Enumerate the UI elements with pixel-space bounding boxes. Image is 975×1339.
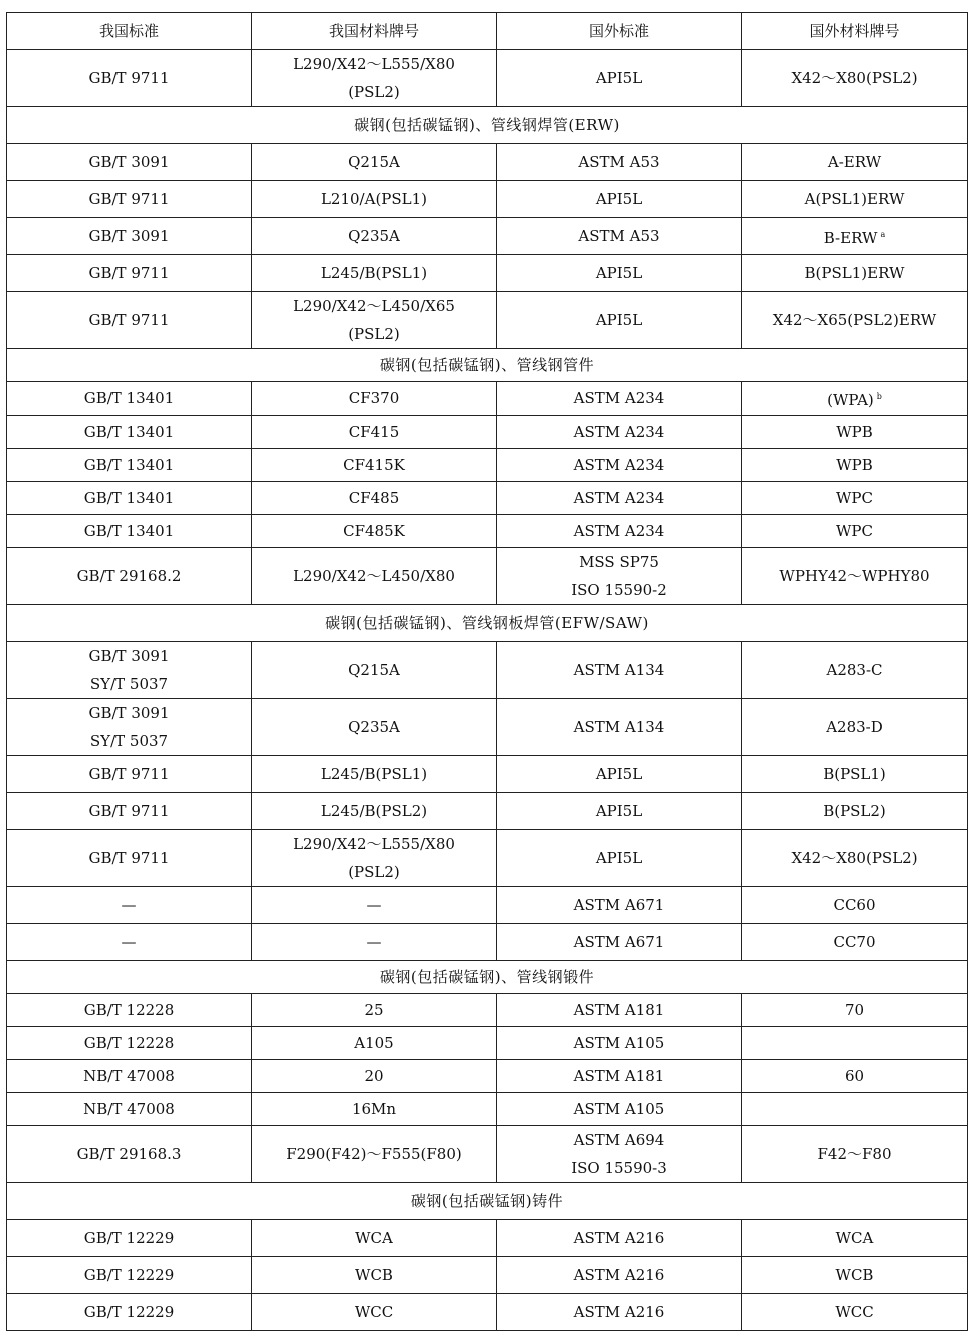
cell-text: CF415K: [343, 455, 405, 474]
section-title: 碳钢(包括碳锰钢)、管线钢板焊管(EFW/SAW): [7, 605, 968, 642]
cell-foreign-grade: [742, 994, 968, 1027]
cell-text: WPB: [836, 455, 873, 474]
cell-foreign-standard: [497, 1027, 742, 1060]
cell-foreign-standard: [497, 144, 742, 181]
cell-text: API5L: [595, 311, 643, 329]
cell-foreign-grade: [742, 1294, 968, 1331]
cell-foreign-grade: [742, 793, 968, 830]
cell-domestic-grade: [252, 50, 497, 107]
section-title: 碳钢(包括碳锰钢)、管线钢焊管(ERW): [7, 107, 968, 144]
cell-text: X42～X65(PSL2)ERW: [772, 311, 937, 329]
cell-foreign-grade: [742, 515, 968, 548]
cell-text: GB/T 13401: [83, 488, 175, 507]
cell-foreign-grade: [742, 1257, 968, 1294]
cell-text: A-ERW: [827, 152, 882, 171]
cell-foreign-grade: [742, 1060, 968, 1093]
cell-foreign-standard: [497, 1126, 742, 1183]
cell-text: GB/T 12228: [83, 1033, 175, 1052]
cell-text: 70: [844, 1000, 865, 1019]
cell-domestic-grade: [252, 292, 497, 349]
cell-domestic-standard: [7, 793, 252, 830]
cell-text: Q215A: [348, 152, 400, 171]
cell-text: ASTM A105: [573, 1099, 665, 1118]
cell-foreign-grade: [742, 642, 968, 699]
header-foreign-standard: 国外标准: [497, 13, 742, 50]
table-row: [7, 793, 968, 830]
cell-foreign-grade: [742, 1220, 968, 1257]
section-title: 碳钢(包括碳锰钢)、管线钢管件: [7, 349, 968, 382]
cell-text: GB/T 13401: [83, 455, 175, 474]
cell-domestic-standard: [7, 449, 252, 482]
cell-foreign-standard: [497, 642, 742, 699]
cell-foreign-grade: [742, 756, 968, 793]
cell-text: API5L: [595, 849, 643, 867]
cell-text: GB/T 9711: [88, 69, 170, 87]
cell-text: —: [121, 932, 137, 951]
table-row: [7, 1093, 968, 1126]
cell-foreign-grade: [742, 218, 968, 255]
cell-domestic-grade: [252, 1220, 497, 1257]
cell-text: —: [366, 932, 382, 951]
cell-text: SY/T 5037: [89, 732, 169, 750]
table-row: [7, 181, 968, 218]
cell-text: WPB: [836, 422, 873, 441]
cell-foreign-standard: [497, 416, 742, 449]
cell-text: GB/T 13401: [83, 521, 175, 540]
cell-text: CC70: [833, 932, 876, 951]
cell-text: WCB: [355, 1265, 393, 1284]
cell-text: GB/T 29168.2: [76, 567, 182, 585]
cell-foreign-grade: [742, 292, 968, 349]
header-foreign-grade: 国外材料牌号: [742, 13, 968, 50]
cell-text: ASTM A216: [573, 1302, 665, 1321]
cell-domestic-standard: [7, 1220, 252, 1257]
cell-text: —: [366, 895, 382, 914]
cell-text: X42～X80(PSL2): [791, 69, 918, 87]
footnote-marker: a: [880, 229, 886, 239]
cell-domestic-grade: [252, 255, 497, 292]
cell-text: ASTM A234: [573, 389, 665, 407]
cell-domestic-standard: [7, 515, 252, 548]
cell-domestic-grade: [252, 994, 497, 1027]
table-row: [7, 830, 968, 887]
table-body: [7, 50, 968, 1331]
cell-foreign-standard: [497, 1294, 742, 1331]
cell-domestic-grade: [252, 181, 497, 218]
cell-text: GB/T 3091: [88, 704, 170, 722]
cell-text: GB/T 3091: [88, 152, 170, 171]
cell-text: GB/T 3091: [88, 226, 170, 245]
cell-domestic-grade: [252, 1060, 497, 1093]
cell-domestic-grade: [252, 548, 497, 605]
cell-domestic-grade: [252, 449, 497, 482]
cell-foreign-standard: [497, 756, 742, 793]
cell-foreign-grade: [742, 449, 968, 482]
cell-domestic-standard: [7, 1126, 252, 1183]
cell-text: Q215A: [348, 661, 400, 679]
cell-foreign-standard: [497, 1060, 742, 1093]
cell-text: GB/T 12228: [83, 1000, 175, 1019]
cell-foreign-standard: [497, 218, 742, 255]
cell-text: B(PSL1)ERW: [804, 263, 905, 282]
cell-text: 25: [364, 1000, 384, 1019]
cell-text: WPC: [836, 521, 873, 540]
header-domestic-grade: 我国材料牌号: [252, 13, 497, 50]
cell-text: CF370: [348, 389, 400, 407]
cell-foreign-standard: [497, 181, 742, 218]
cell-foreign-standard: [497, 887, 742, 924]
cell-domestic-grade: [252, 482, 497, 515]
cell-text: ASTM A53: [578, 226, 660, 245]
table-row: [7, 1060, 968, 1093]
table-row: [7, 382, 968, 416]
table-row: [7, 449, 968, 482]
cell-text: CF485: [348, 488, 400, 507]
cell-text: API5L: [595, 764, 643, 783]
cell-domestic-standard: [7, 699, 252, 756]
cell-text: GB/T 12229: [83, 1302, 175, 1321]
table-row: [7, 1027, 968, 1060]
cell-text: ASTM A216: [573, 1265, 665, 1284]
table-row: [7, 515, 968, 548]
cell-domestic-standard: [7, 1257, 252, 1294]
table-row: [7, 1126, 968, 1183]
cell-domestic-grade: [252, 1093, 497, 1126]
cell-text: ASTM A105: [573, 1033, 665, 1052]
cell-foreign-grade: [742, 416, 968, 449]
table-row: [7, 255, 968, 292]
cell-domestic-grade: [252, 830, 497, 887]
cell-domestic-grade: [252, 515, 497, 548]
cell-domestic-standard: [7, 924, 252, 961]
cell-text: A105: [354, 1033, 394, 1052]
cell-text: A283-D: [826, 718, 883, 736]
cell-foreign-standard: [497, 50, 742, 107]
cell-text: (PSL2): [348, 325, 400, 343]
table-row: [7, 292, 968, 349]
cell-foreign-standard: [497, 292, 742, 349]
cell-foreign-grade: [742, 50, 968, 107]
cell-foreign-grade: [742, 699, 968, 756]
cell-text: API5L: [595, 801, 643, 820]
cell-text: L245/B(PSL1): [320, 263, 428, 282]
cell-foreign-grade: [742, 181, 968, 218]
section-title: 碳钢(包括碳锰钢)铸件: [7, 1183, 968, 1220]
cell-text: ASTM A234: [573, 455, 665, 474]
cell-text: ASTM A234: [573, 521, 665, 540]
cell-text: (WPA): [827, 391, 874, 409]
cell-domestic-standard: [7, 548, 252, 605]
cell-text: WCC: [835, 1302, 874, 1321]
table-row: [7, 50, 968, 107]
cell-domestic-grade: [252, 218, 497, 255]
footnote-marker: b: [876, 392, 882, 401]
cell-text: L245/B(PSL1): [320, 764, 428, 783]
cell-domestic-standard: [7, 1060, 252, 1093]
cell-text: GB/T 9711: [88, 764, 170, 783]
cell-foreign-standard: [497, 449, 742, 482]
header-row: [7, 13, 968, 50]
table-row: [7, 756, 968, 793]
cell-text: ASTM A694: [573, 1131, 665, 1149]
cell-text: B(PSL2): [823, 801, 886, 820]
cell-domestic-grade: [252, 642, 497, 699]
cell-text: A(PSL1)ERW: [804, 189, 905, 208]
cell-domestic-standard: [7, 887, 252, 924]
cell-domestic-standard: [7, 1294, 252, 1331]
table-row: [7, 887, 968, 924]
table-row: [7, 642, 968, 699]
cell-domestic-grade: [252, 1126, 497, 1183]
cell-foreign-grade: [742, 887, 968, 924]
table-row: [7, 482, 968, 515]
cell-text: CC60: [833, 895, 876, 914]
cell-domestic-grade: [252, 382, 497, 416]
cell-text: WCC: [354, 1302, 394, 1321]
cell-foreign-grade: [742, 924, 968, 961]
material-comparison-table: [6, 12, 968, 1331]
cell-text: L290/X42～L555/X80: [293, 55, 455, 73]
cell-text: (PSL2): [348, 83, 400, 101]
cell-text: NB/T 47008: [83, 1066, 175, 1085]
header-domestic-standard: 我国标准: [7, 13, 252, 50]
cell-text: GB/T 3091: [88, 647, 170, 665]
cell-text: ASTM A53: [578, 152, 660, 171]
cell-domestic-grade: [252, 699, 497, 756]
cell-text: (PSL2): [348, 863, 400, 881]
cell-domestic-standard: [7, 756, 252, 793]
cell-domestic-standard: [7, 181, 252, 218]
cell-text: GB/T 9711: [88, 801, 170, 820]
cell-foreign-standard: [497, 482, 742, 515]
cell-foreign-grade: [742, 144, 968, 181]
cell-text: API5L: [595, 189, 643, 208]
cell-foreign-grade: [742, 1027, 968, 1060]
section-row: [7, 349, 968, 382]
cell-foreign-grade: [742, 548, 968, 605]
cell-domestic-grade: [252, 924, 497, 961]
cell-text: ASTM A234: [573, 422, 665, 441]
cell-domestic-standard: [7, 642, 252, 699]
table-row: [7, 994, 968, 1027]
cell-text: GB/T 9711: [88, 849, 170, 867]
cell-text: 60: [844, 1066, 865, 1085]
cell-text: ASTM A671: [573, 895, 665, 914]
cell-text: X42～X80(PSL2): [791, 849, 918, 867]
cell-domestic-grade: [252, 144, 497, 181]
cell-text: ASTM A234: [573, 488, 665, 507]
cell-text: GB/T 13401: [83, 389, 175, 407]
table-row: [7, 416, 968, 449]
cell-foreign-standard: [497, 1093, 742, 1126]
table-row: [7, 218, 968, 255]
cell-foreign-standard: [497, 699, 742, 756]
cell-text: Q235A: [348, 226, 400, 245]
section-row: [7, 961, 968, 994]
cell-text: ASTM A216: [573, 1228, 665, 1247]
cell-text: B-ERW: [823, 228, 878, 247]
cell-text: L245/B(PSL2): [320, 801, 428, 820]
cell-text: L290/X42～L555/X80: [293, 835, 455, 853]
cell-domestic-standard: [7, 416, 252, 449]
cell-domestic-grade: [252, 756, 497, 793]
cell-foreign-grade: [742, 382, 968, 416]
cell-domestic-standard: [7, 382, 252, 416]
cell-domestic-standard: [7, 830, 252, 887]
cell-foreign-standard: [497, 382, 742, 416]
cell-text: GB/T 12229: [83, 1228, 175, 1247]
cell-foreign-standard: [497, 515, 742, 548]
cell-text: API5L: [595, 263, 643, 282]
cell-text: ASTM A181: [573, 1000, 665, 1019]
section-row: [7, 605, 968, 642]
cell-domestic-grade: [252, 887, 497, 924]
cell-foreign-grade: [742, 482, 968, 515]
cell-text: F290(F42)～F555(F80): [286, 1145, 462, 1163]
cell-text: ASTM A134: [573, 718, 665, 736]
table-row: [7, 1220, 968, 1257]
cell-foreign-grade: [742, 1093, 968, 1126]
cell-foreign-standard: [497, 1220, 742, 1257]
cell-text: 20: [364, 1066, 384, 1085]
cell-text: ASTM A134: [573, 661, 665, 679]
cell-domestic-standard: [7, 255, 252, 292]
section-title: 碳钢(包括碳锰钢)、管线钢锻件: [7, 961, 968, 994]
cell-text: Q235A: [348, 718, 400, 736]
cell-text: ASTM A181: [573, 1066, 665, 1085]
cell-text: A283-C: [826, 661, 883, 679]
cell-text: WPHY42～WPHY80: [779, 567, 930, 585]
cell-foreign-standard: [497, 255, 742, 292]
cell-text: GB/T 9711: [88, 189, 170, 208]
cell-text: CF485K: [343, 521, 405, 540]
cell-text: F42～F80: [817, 1145, 892, 1163]
cell-foreign-standard: [497, 793, 742, 830]
cell-text: GB/T 13401: [83, 422, 175, 441]
cell-foreign-standard: [497, 924, 742, 961]
cell-foreign-grade: [742, 830, 968, 887]
table-row: [7, 1294, 968, 1331]
cell-domestic-standard: [7, 482, 252, 515]
cell-domestic-grade: [252, 1027, 497, 1060]
cell-domestic-grade: [252, 1294, 497, 1331]
cell-text: 16Mn: [351, 1099, 397, 1118]
cell-foreign-grade: [742, 255, 968, 292]
cell-text: WPC: [836, 488, 873, 507]
table-row: [7, 144, 968, 181]
cell-text: ISO 15590-2: [571, 581, 667, 599]
cell-foreign-grade: [742, 1126, 968, 1183]
cell-text: L210/A(PSL1): [320, 189, 428, 208]
cell-domestic-standard: [7, 144, 252, 181]
cell-domestic-grade: [252, 416, 497, 449]
section-row: [7, 1183, 968, 1220]
table-row: [7, 1257, 968, 1294]
cell-text: L290/X42～L450/X65: [293, 297, 455, 315]
cell-text: GB/T 9711: [88, 311, 170, 329]
table-row: [7, 924, 968, 961]
section-row: [7, 107, 968, 144]
cell-text: NB/T 47008: [83, 1099, 175, 1118]
cell-text: ASTM A671: [573, 932, 665, 951]
cell-domestic-standard: [7, 1093, 252, 1126]
cell-text: MSS SP75: [579, 553, 659, 571]
cell-text: GB/T 12229: [83, 1265, 175, 1284]
table-row: [7, 548, 968, 605]
cell-text: CF415: [348, 422, 400, 441]
cell-foreign-standard: [497, 994, 742, 1027]
cell-domestic-standard: [7, 1027, 252, 1060]
cell-text: SY/T 5037: [89, 675, 169, 693]
cell-text: L290/X42～L450/X80: [293, 567, 455, 585]
cell-domestic-grade: [252, 793, 497, 830]
cell-foreign-standard: [497, 548, 742, 605]
cell-text: WCA: [835, 1228, 874, 1247]
cell-text: —: [121, 895, 137, 914]
cell-text: WCA: [355, 1228, 393, 1247]
cell-foreign-standard: [497, 830, 742, 887]
cell-domestic-standard: [7, 994, 252, 1027]
cell-text: B(PSL1): [823, 764, 886, 783]
cell-text: WCB: [835, 1265, 874, 1284]
cell-domestic-grade: [252, 1257, 497, 1294]
cell-domestic-standard: [7, 292, 252, 349]
cell-text: GB/T 29168.3: [76, 1145, 182, 1163]
cell-text: API5L: [595, 69, 643, 87]
cell-domestic-standard: [7, 218, 252, 255]
cell-domestic-standard: [7, 50, 252, 107]
cell-text: GB/T 9711: [88, 263, 170, 282]
cell-text: ISO 15590-3: [571, 1159, 667, 1177]
cell-foreign-standard: [497, 1257, 742, 1294]
table-row: [7, 699, 968, 756]
